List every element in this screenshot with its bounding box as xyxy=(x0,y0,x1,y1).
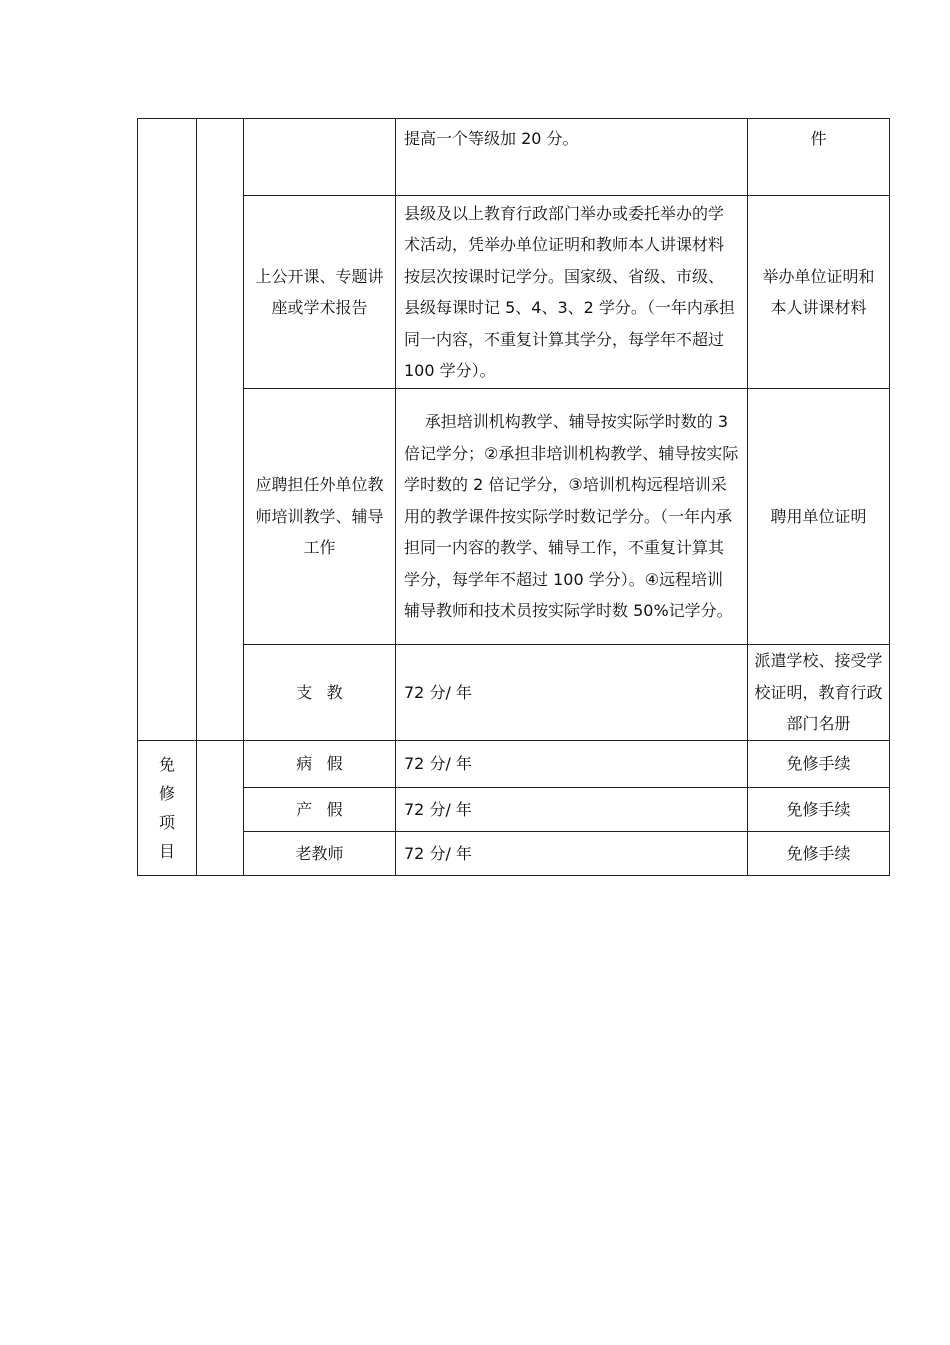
rule-cell: 县级及以上教育行政部门举办或委托举办的学术活动，凭举办单位证明和教师本人讲课材料按层次按课时记学分。国家级、省级、市级、县级每课时记 5、4、3、2 学分。（一年内承担同一内容，不重复计算其学分，每学年不超过 100 学分）。 xyxy=(396,196,748,389)
table-row xyxy=(138,741,890,788)
proof-label: 举办单位证明和本人讲课材料 xyxy=(762,266,875,317)
rule-text: 承担培训机构教学、辅导按实际学时数的 3 倍记学分；②承担非培训机构教学、辅导按实际学时数的 2 倍记学分，③培训机构远程培训采用的教学课件按实际学时数记学分。（一年内承担同一内容的教学、辅导工作，不重复计算其学分，每学年不超过 100 学分）。④远程培训辅导教师和技术员按实际学时数 50%记学分。 xyxy=(404,412,739,621)
item-label: 应聘担任外单位教师培训教学、辅导工作 xyxy=(255,475,384,558)
item-cell xyxy=(244,119,396,196)
table-row xyxy=(138,645,890,741)
proof-cell: 免修手续 xyxy=(748,741,890,788)
proof-cell xyxy=(748,196,890,389)
item-label: 产假 xyxy=(296,799,358,819)
rule-cell: 72 分/ 年 xyxy=(396,788,748,832)
subcategory-cell xyxy=(197,741,244,876)
exempt-group-label-cell xyxy=(138,741,197,876)
item-cell xyxy=(244,645,396,741)
proof-cell: 免修手续 xyxy=(748,788,890,832)
item-cell xyxy=(244,389,396,645)
exempt-group-label: 免修项目 xyxy=(159,755,176,861)
table-row xyxy=(138,788,890,832)
table-row xyxy=(138,832,890,876)
table-row xyxy=(138,119,890,196)
table-row xyxy=(138,196,890,389)
proof-label: 派遣学校、接受学校证明，教育行政部门名册 xyxy=(754,651,883,734)
proof-cell: 聘用单位证明 xyxy=(748,389,890,645)
item-label: 上公开课、专题讲座或学术报告 xyxy=(255,266,384,317)
proof-cell: 免修手续 xyxy=(748,832,890,876)
subcategory-cell xyxy=(197,119,244,741)
category-cell xyxy=(138,119,197,741)
rule-cell: 72 分/ 年 xyxy=(396,832,748,876)
rule-cell: 提高一个等级加 20 分。 xyxy=(396,119,748,196)
proof-cell: 件 xyxy=(748,119,890,196)
table-row xyxy=(138,389,890,645)
item-cell: 老教师 xyxy=(244,832,396,876)
item-label: 病假 xyxy=(296,754,358,774)
rule-cell xyxy=(396,389,748,645)
item-cell xyxy=(244,741,396,788)
item-cell xyxy=(244,196,396,389)
credit-rules-table xyxy=(137,118,890,876)
rule-cell: 72 分/ 年 xyxy=(396,741,748,788)
item-cell xyxy=(244,788,396,832)
proof-cell xyxy=(748,645,890,741)
rule-cell: 72 分/ 年 xyxy=(396,645,748,741)
item-label: 支教 xyxy=(296,682,358,702)
